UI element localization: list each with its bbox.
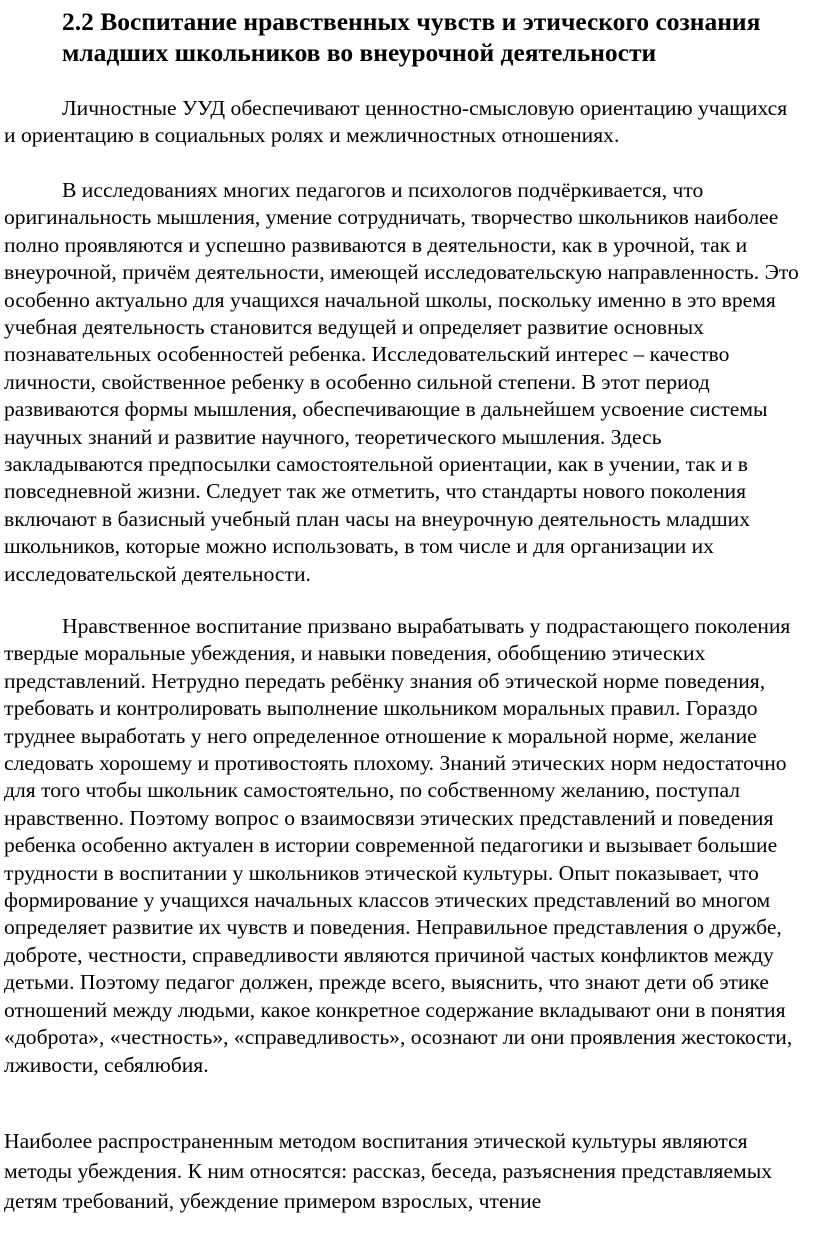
paragraph-research-activity: В исследованиях многих педагогов и психологов подчёркивается, что оригинальность мышления, умение сотрудничать, творчество школьников наиболее полно проявляются и успешно развиваются в деятельности, как в урочной, так и внеурочной, причём деятельности, имеющей исследовательскую направленность. Это особенно актуально для учащихся начальной школы, поскольку именно в это время учебная деятельность становится ведущей и определяет развитие основных познавательных особенностей ребенка. Исследовательский интерес – качество личности, свойственное ребенку в особенно сильной степени. В этот период развиваются формы мышления, обеспечивающие в дальнейшем усвоение системы научных знаний и развитие научного, теоретического мышления. Здесь закладываются предпосылки самостоятельной ориентации, как в учении, так и в повседневной жизни. Следует так же отметить, что стандарты нового поколения включают в базисный учебный план часы на внеурочную деятельность младших школьников, которые можно использовать, в том числе и для организации их исследовательской деятельности. (4, 178, 799, 586)
paragraph-moral-education: Нравственное воспитание призвано вырабатывать у подрастающего поколения твердые моральные убеждения, и навыки поведения, обобщению этических представлений. Нетрудно передать ребёнку знания об этической норме поведения, требовать и контролировать выполнение школьником моральных правил. Гораздо труднее выработать у него определенное отношение к моральной норме, желание следовать хорошему и противостоять плохому. Знаний этических норм недостаточно для того чтобы школьник самостоятельно, по собственному желанию, поступал нравственно. Поэтому вопрос о взаимосвязи этических представлений и поведения ребенка особенно актуален в истории современной педагогики и вызывает большие трудности в воспитании у школьников этической культуры. Опыт показывает, что формирование у учащихся начальных классов этических представлений во многом определяет развитие их чувств и поведения. Неправильное представления о дружбе, доброте, честности, справедливости являются причиной частых конфликтов между детьми. Поэтому педагог должен, прежде всего, выяснить, что знают дети об этике отношений между людьми, какое конкретное содержание вкладывают они в понятия «доброта», «честность», «справедливость», осознают ли они проявления жестокости, лживости, себялюбия. (4, 614, 793, 1077)
section-heading: 2.2 Воспитание нравственных чувств и этического сознания младших школьников во внеурочной деятельности (62, 7, 761, 67)
paragraph-persuasion-methods: Наиболее распространенным методом воспитания этической культуры являются методы убеждения. К ним относятся: рассказ, беседа, разъяснения представляемых детям требований, убеждение примером взрослых, чтение (4, 1129, 773, 1213)
paragraph-personal-uud: Личностные УУД обеспечивают ценностно-смысловую ориентацию учащихся и ориентацию в социальных ролях и межличностных отношениях. (4, 96, 788, 148)
